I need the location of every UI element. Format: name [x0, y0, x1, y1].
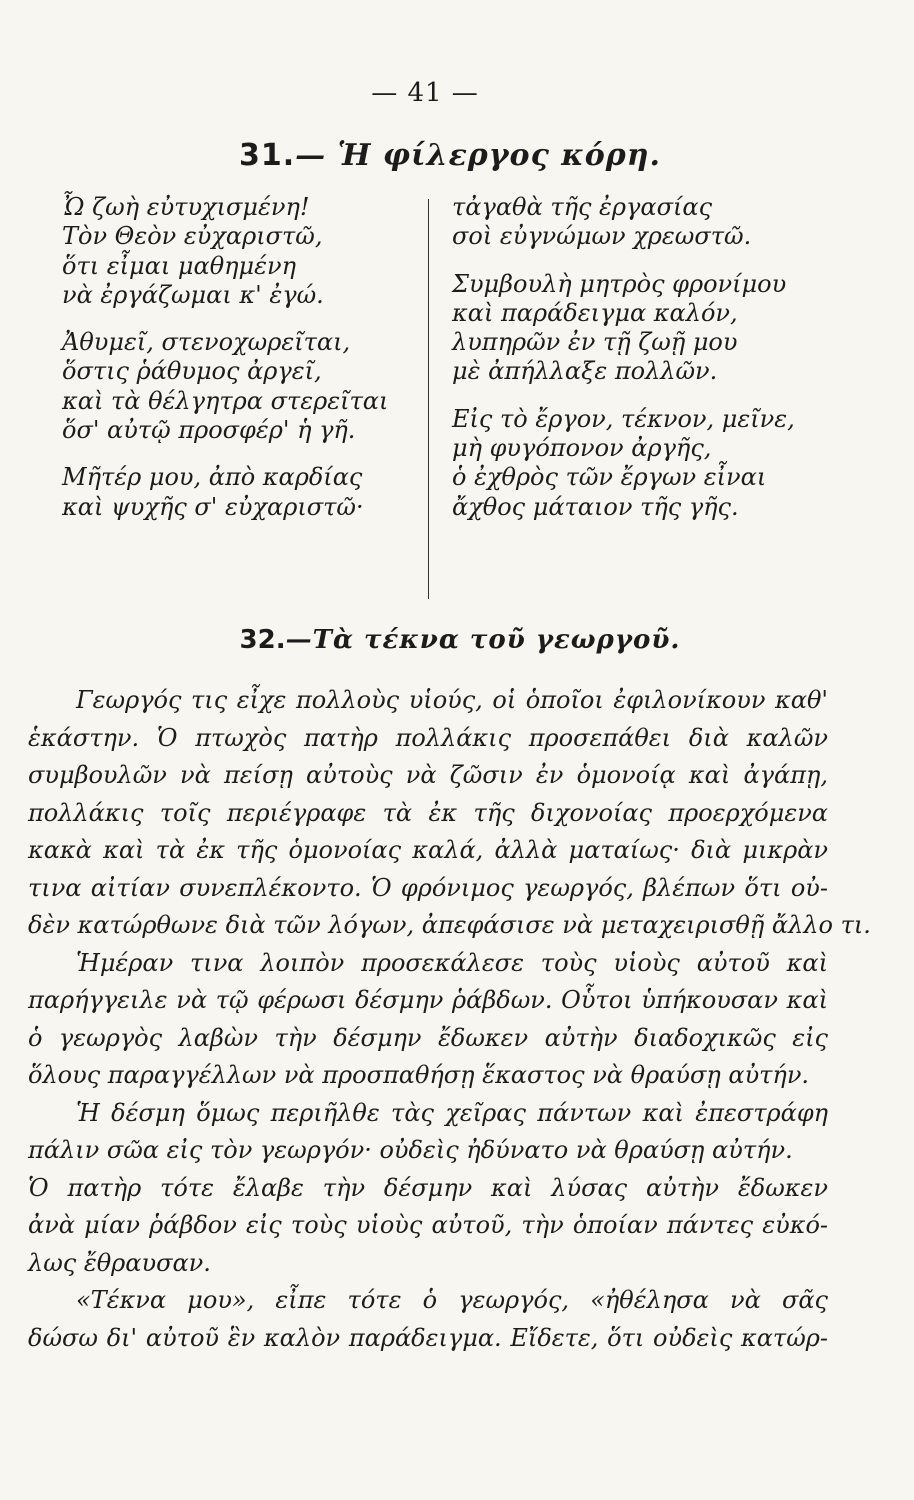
poem-title-text: — Ἡ φίλεργος κόρη. [295, 138, 661, 173]
poem-line: καὶ παράδειγμα καλόν, [452, 298, 738, 327]
poem-number: 31. [239, 138, 296, 173]
column-divider [428, 199, 429, 599]
story-line: συμβουλῶν νὰ πείσῃ αὐτοὺς νὰ ζῶσιν ἐν ὁμονοίᾳ καὶ ἀγάπῃ, [28, 761, 828, 789]
poem-line: τἀγαθὰ τῆς ἐργασίας [452, 193, 713, 221]
poem-line: Μῆτέρ μου, ἀπὸ καρδίας [62, 463, 363, 492]
story-number: 32. [239, 625, 286, 655]
story-line: πολλάκις τοῖς περιέγραφε τὰ ἐκ τῆς διχονοίας προερχόμενα [28, 798, 828, 827]
poem-line: μὲ ἀπήλλαξε πολλῶν. [452, 357, 718, 386]
poem-line: λυπηρῶν ἐν τῇ ζωῇ μου [452, 328, 738, 357]
story-line: Ἡμέραν τινα λοιπὸν προσεκάλεσε τοὺς υἱοὺς αὐτοῦ καὶ [76, 948, 828, 977]
story-line: ὁ γεωργὸς λαβὼν τὴν δέσμην ἔδωκεν αὐτὴν διαδοχικῶς εἰς [28, 1023, 828, 1052]
poem-left-column [62, 193, 422, 540]
poem-line: καὶ ψυχῆς σ' εὐχαριστῶ· [62, 492, 364, 521]
poem-stanza [452, 270, 832, 387]
story-line: τινα αἰτίαν συνεπλέκοντο. Ὁ φρόνιμος γεωργός, βλέπων ὅτι οὐ- [28, 873, 828, 902]
story-line: «Τέκνα μου», εἶπε τότε ὁ γεωργός, «ἠθέλησα νὰ σᾶς [76, 1286, 828, 1314]
story-line: λως ἔθραυσαν. [28, 1248, 211, 1277]
poem-line: Ὦ ζωὴ εὐτυχισμένη! [62, 193, 310, 221]
poem-line: ὅσ' αὐτῷ προσφέρ' ἡ γῆ. [62, 416, 356, 445]
poem-title [0, 138, 900, 173]
story-line: Ἡ δέσμη ὅμως περιῆλθε τὰς χεῖρας πάντων καὶ ἐπεστράφη [76, 1098, 828, 1127]
poem-line: καὶ τὰ θέλγητρα στερεῖται [62, 386, 389, 415]
poem-right-column [452, 193, 832, 540]
poem-line: νὰ ἐργάζωμαι κ' ἐγώ. [62, 280, 324, 309]
story-line: πάλιν σῶα εἰς τὸν γεωργόν· οὐδεὶς ἠδύνατο νὰ θραύσῃ αὐτήν. [28, 1136, 793, 1164]
story-line: δὲν κατώρθωνε διὰ τῶν λόγων, ἀπεφάσισε νὰ μεταχειρισθῇ ἄλλο τι. [28, 911, 871, 939]
story-title-text: —Τὰ τέκνα τοῦ γεωργοῦ. [285, 625, 681, 655]
story-line: παρήγγειλε νὰ τῷ φέρωσι δέσμην ῥάβδων. Οὗτοι ὑπήκουσαν καὶ [28, 986, 828, 1014]
story-body [28, 682, 871, 1357]
poem-line: ἄχθος μάταιον τῆς γῆς. [452, 492, 739, 521]
poem-line: Εἰς τὸ ἔργον, τέκνον, μεῖνε, [452, 404, 795, 433]
story-line: ἑκάστην. Ὁ πτωχὸς πατὴρ πολλάκις προσεπάθει διὰ καλῶν [28, 723, 828, 752]
poem-line: Ἀθυμεῖ, στενοχωρεῖται, [62, 328, 351, 357]
poem-line: ὅστις ῥάθυμος ἀργεῖ, [62, 357, 322, 386]
story-line: ἀνὰ μίαν ῥάβδον εἰς τοὺς υἱοὺς αὐτοῦ, τὴν ὁποίαν πάντες εὐκό- [28, 1211, 828, 1239]
story-line: δώσω δι' αὐτοῦ ἓν καλὸν παράδειγμα. Εἴδετε, ὅτι οὐδεὶς κατώρ- [28, 1323, 828, 1352]
poem-line: Τὸν Θεὸν εὐχαριστῶ, [62, 222, 323, 251]
poem-stanza [452, 193, 832, 252]
poem-stanza [62, 193, 422, 310]
poem-stanza [452, 405, 832, 522]
poem-stanza [62, 463, 422, 522]
story-line: Ὁ πατὴρ τότε ἔλαβε τὴν δέσμην καὶ λύσας αὐτὴν ἔδωκεν [28, 1173, 828, 1202]
story-line: κακὰ καὶ τὰ ἐκ τῆς ὁμονοίας καλά, ἀλλὰ ματαίως· διὰ μικρὰν [28, 836, 828, 864]
poem-body [0, 193, 914, 613]
story-title [0, 625, 914, 655]
poem-line: σοὶ εὐγνώμων χρεωστῶ. [452, 222, 752, 251]
poem-line: ὁ ἐχθρὸς τῶν ἔργων εἶναι [452, 463, 767, 492]
poem-line: ὅτι εἶμαι μαθημένη [62, 251, 296, 280]
story-line: Γεωργός τις εἶχε πολλοὺς υἱούς, οἱ ὁποῖοι ἐφιλονίκουν καθ' [76, 686, 828, 714]
poem-line: Συμβουλὴ μητρὸς φρονίμου [452, 269, 787, 298]
page-number: — 41 — [371, 78, 479, 108]
poem-line: μὴ φυγόπονον ἀργῆς, [452, 434, 712, 463]
poem-stanza [62, 328, 422, 445]
story-line: ὅλους παραγγέλλων νὰ προσπαθήσῃ ἕκαστος νὰ θραύσῃ αὐτήν. [28, 1061, 810, 1089]
